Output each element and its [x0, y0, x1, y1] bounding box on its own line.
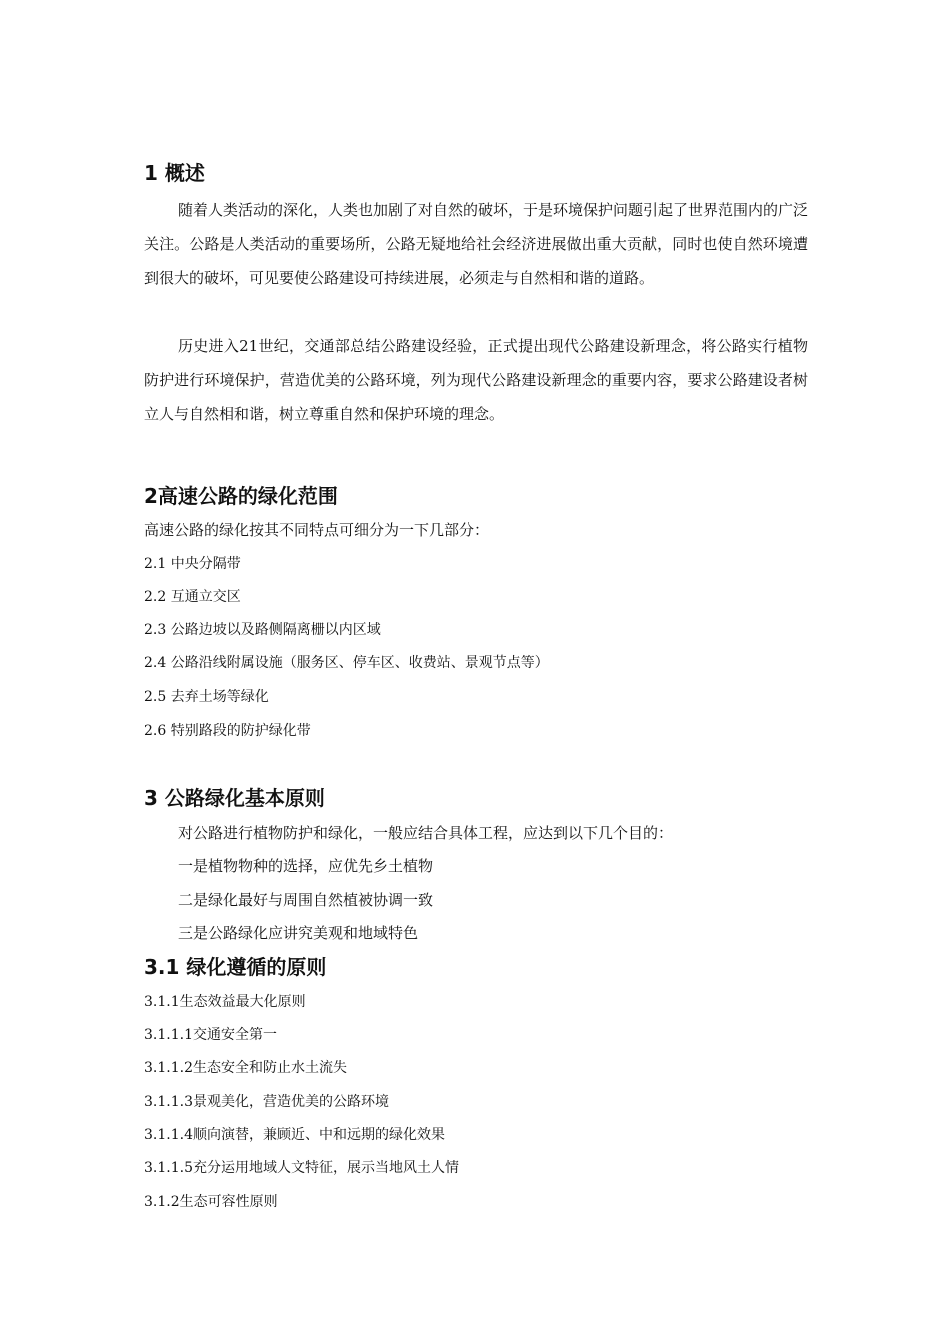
section-3-intro: 对公路进行植物防护和绿化，一般应结合具体工程，应达到以下几个目的：	[178, 824, 674, 842]
principle-item: 3.1.2生态可容性原则	[144, 1194, 278, 1210]
principle-item: 3.1.1.1交通安全第一	[144, 1027, 277, 1043]
principle-item: 3.1.1.3景观美化，营造优美的公路环境	[144, 1094, 389, 1110]
section-2-item: 2.4 公路沿线附属设施（服务区、停车区、收费站、景观节点等）	[144, 655, 549, 671]
section-3-heading: 3 公路绿化基本原则	[144, 786, 325, 810]
section-2-item: 2.3 公路边坡以及路侧隔离栅以内区域	[144, 622, 381, 638]
section-3-1-heading: 3.1 绿化遵循的原则	[144, 955, 327, 979]
section-2-item: 2.2 互通立交区	[144, 589, 241, 605]
section-2-item: 2.5 去弃土场等绿化	[144, 689, 269, 705]
principle-item: 3.1.1.4顺向演替，兼顾近、中和远期的绿化效果	[144, 1127, 445, 1143]
section-3-goal: 一是植物物种的选择，应优先乡土植物	[178, 857, 434, 875]
section-3-goal: 二是绿化最好与周围自然植被协调一致	[178, 891, 434, 909]
section-1-paragraph-1: 随着人类活动的深化，人类也加剧了对自然的破坏，于是环境保护问题引起了世界范围内的广泛关注。公路是人类活动的重要场所，公路无疑地给社会经济进展做出重大贡献，同时也使自然环境遭到很大的破坏，可见要使公路建设可持续进展，必须走与自然相和谐的道路。	[144, 201, 809, 287]
section-2-heading: 2高速公路的绿化范围	[144, 484, 338, 508]
section-2-item: 2.6 特别路段的防护绿化带	[144, 723, 311, 739]
section-2-item: 2.1 中央分隔带	[144, 556, 241, 572]
section-1-paragraph-2: 历史进入21世纪，交通部总结公路建设经验，正式提出现代公路建设新理念，将公路实行植物防护进行环境保护，营造优美的公路环境，列为现代公路建设新理念的重要内容，要求公路建设者树立人与自然相和谐，树立尊重自然和保护环境的理念。	[144, 337, 808, 423]
principle-item: 3.1.1.5充分运用地域人文特征，展示当地风土人情	[144, 1160, 459, 1176]
principle-item: 3.1.1生态效益最大化原则	[144, 994, 306, 1010]
section-3-goal: 三是公路绿化应讲究美观和地域特色	[178, 924, 419, 942]
section-2-intro: 高速公路的绿化按其不同特点可细分为一下几部分：	[144, 521, 490, 539]
principle-item: 3.1.1.2生态安全和防止水土流失	[144, 1060, 347, 1076]
section-1-heading: 1 概述	[144, 161, 205, 185]
